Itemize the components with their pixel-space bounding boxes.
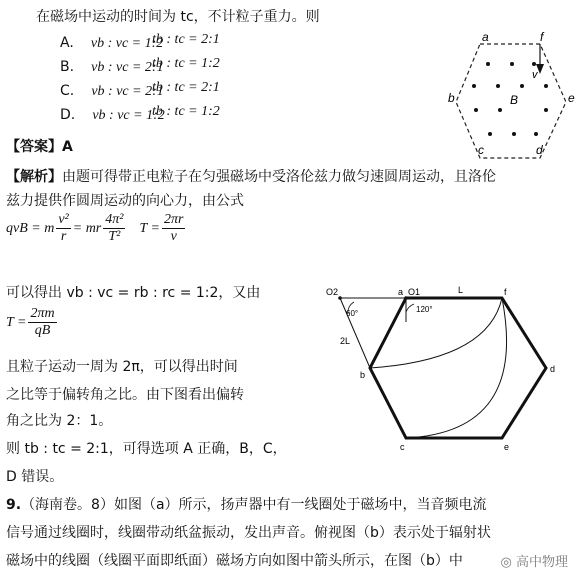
label-d: d bbox=[536, 143, 543, 157]
option-b bbox=[60, 56, 220, 76]
question-9-line-1 bbox=[6, 494, 487, 514]
formula-lhs: qvB = m bbox=[6, 220, 55, 236]
option-t-ratio: tb : tc = 2:1 bbox=[152, 32, 220, 47]
denominator: T² bbox=[108, 229, 121, 244]
answer-value: A bbox=[62, 139, 73, 155]
fraction-2pim-qB bbox=[28, 306, 56, 339]
option-label: C. bbox=[60, 83, 75, 99]
analysis-line-5: 则 tb : tc = 2:1，可得选项 A 正确，B，C， bbox=[6, 441, 287, 457]
option-t-ratio: tb : tc = 1:2 bbox=[152, 104, 220, 119]
denominator: r bbox=[60, 229, 67, 244]
numerator: 2πm bbox=[30, 306, 55, 321]
hexagon-field-diagram bbox=[448, 30, 578, 160]
numerator: v² bbox=[58, 212, 69, 227]
label-f: f bbox=[540, 30, 544, 44]
label-e: e bbox=[568, 91, 575, 105]
option-v-ratio: vb : vc = 2:1 bbox=[91, 60, 164, 75]
numerator: 2πr bbox=[163, 212, 184, 227]
label-f: f bbox=[504, 287, 507, 297]
analysis-line-3: 可以得出 vb : vc = rb : rc = 1:2，又由 bbox=[6, 285, 261, 301]
option-v-ratio: vb : vc = 2:1 bbox=[91, 84, 164, 99]
answer-label: 【答案】 bbox=[6, 139, 62, 155]
analysis-line-4a: 且粒子运动一周为 2π，可以得出时间 bbox=[6, 359, 238, 375]
fraction-2pir-v bbox=[162, 212, 185, 245]
label-d: d bbox=[550, 364, 556, 374]
denominator: v bbox=[170, 229, 177, 244]
label-L: L bbox=[458, 285, 464, 295]
label-c: c bbox=[478, 143, 484, 157]
question-9-line-2: 信号通过线圈时，线圈带动纸盆振动，发出声音。俯视图（b）表示处于辐射状 bbox=[6, 525, 491, 541]
watermark: ◎ 高中物理 bbox=[500, 555, 568, 570]
label-2L: 2L bbox=[340, 336, 351, 346]
label-e: e bbox=[504, 442, 510, 452]
label-c: c bbox=[400, 442, 405, 452]
numerator: 4π² bbox=[105, 212, 124, 227]
option-t-ratio: tb : tc = 1:2 bbox=[152, 56, 220, 71]
analysis-line-2: 兹力提供作圆周运动的向心力，由公式 bbox=[6, 193, 244, 209]
option-label: A. bbox=[60, 35, 74, 51]
label-b: b bbox=[448, 91, 455, 105]
formula-mid: = mr bbox=[72, 220, 102, 236]
intro-line: 在磁场中运动的时间为 tc，不计粒子重力。则 bbox=[36, 9, 320, 25]
question-text: （海南卷。8）如图（a）所示，扬声器中有一线圈处于磁场中，当音频电流 bbox=[21, 497, 487, 513]
analysis-label: 【解析】 bbox=[6, 169, 62, 185]
option-v-ratio: vb : vc = 1:2 bbox=[92, 108, 165, 123]
label-angle-60: 60° bbox=[346, 309, 359, 318]
option-t-ratio: tb : tc = 2:1 bbox=[152, 80, 220, 95]
label-v: v bbox=[532, 69, 538, 81]
fraction-4pi2-T2 bbox=[103, 212, 125, 245]
analysis-line-1 bbox=[6, 166, 496, 186]
formula-period-mass bbox=[6, 306, 59, 339]
denominator: qB bbox=[34, 323, 51, 338]
question-number: 9. bbox=[6, 497, 22, 513]
label-O2: O2 bbox=[326, 287, 339, 297]
option-label: B. bbox=[60, 59, 75, 75]
analysis-line-4b: 之比等于偏转角之比。由下图看出偏转 bbox=[6, 387, 244, 403]
question-9-line-3: 磁场中的线圈（线圈平面即纸面）磁场方向如图中箭头所示，在图（b）中 bbox=[6, 553, 463, 569]
option-d bbox=[60, 104, 220, 124]
label-a: a bbox=[482, 30, 489, 44]
option-a bbox=[60, 32, 220, 52]
analysis-line-6: D 错误。 bbox=[6, 469, 64, 485]
analysis-line-4c: 角之比为 2：1。 bbox=[6, 413, 113, 429]
analysis-text: 由题可得带正电粒子在匀强磁场中受洛伦兹力做匀速圆周运动，且洛伦 bbox=[62, 169, 496, 185]
hexagon-trajectory-diagram bbox=[318, 282, 578, 460]
label-O1: O1 bbox=[408, 287, 421, 297]
option-label: D. bbox=[60, 107, 76, 123]
fraction-v2-r bbox=[56, 212, 70, 245]
label-field-B: B bbox=[510, 93, 519, 107]
label-a: a bbox=[398, 287, 404, 297]
formula-centripetal bbox=[6, 212, 187, 245]
option-c bbox=[60, 80, 220, 100]
formula-period: T = bbox=[139, 220, 160, 236]
option-v-ratio: vb : vc = 1:2 bbox=[90, 36, 164, 51]
formula-lhs: T = bbox=[6, 314, 27, 330]
label-angle-120: 120° bbox=[416, 305, 433, 314]
watermark-text: 高中物理 bbox=[515, 555, 568, 570]
answer-line bbox=[6, 136, 73, 156]
label-b: b bbox=[360, 370, 366, 380]
